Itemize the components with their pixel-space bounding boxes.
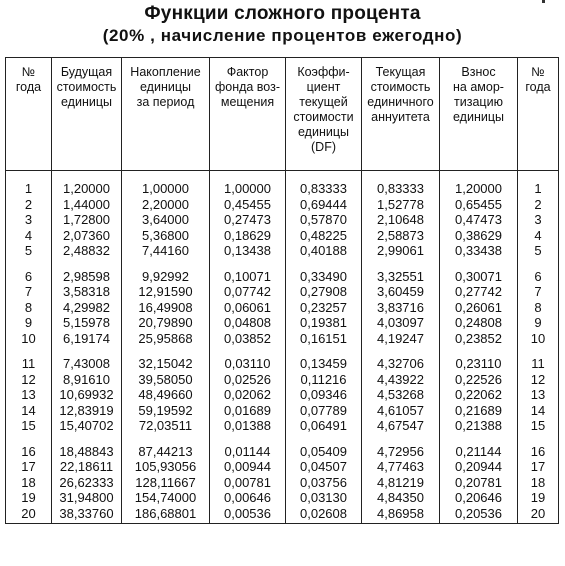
cell-sinking-fund: 0,45455 [210,197,286,213]
header-line: мещения [220,95,275,109]
cell-accumulation: 87,44213 [122,434,210,460]
header-line: единицы [61,95,112,109]
cell-sinking-fund: 0,04808 [210,315,286,331]
cell-amortization: 0,23110 [440,346,518,372]
cell-future-value: 8,91610 [52,372,122,388]
cell-annuity-pv: 3,83716 [362,300,440,316]
header-line: стоимости [293,110,354,124]
header-line: единичного [367,95,434,109]
header-sinking-fund [210,58,286,171]
cell-year: 6 [6,259,52,285]
table-row [6,490,559,506]
table-body [6,171,559,524]
cell-sinking-fund: 0,27473 [210,212,286,228]
table-row [6,300,559,316]
cell-amortization: 0,20944 [440,459,518,475]
cell-future-value: 15,40702 [52,418,122,434]
cell-present-value: 0,23257 [286,300,362,316]
table-row [6,506,559,524]
cell-annuity-pv: 2,10648 [362,212,440,228]
cell-present-value: 0,02608 [286,506,362,524]
header-line: циент [306,80,341,94]
cell-year: 16 [6,434,52,460]
header-line: (DF) [311,140,336,154]
cell-year: 9 [6,315,52,331]
cell-future-value: 38,33760 [52,506,122,524]
cell-year-right: 7 [518,284,559,300]
header-year [6,58,52,171]
cell-amortization: 0,27742 [440,284,518,300]
cell-year-right: 15 [518,418,559,434]
cell-accumulation: 5,36800 [122,228,210,244]
header-line: текущей [299,95,348,109]
cell-annuity-pv: 3,32551 [362,259,440,285]
header-line: года [15,80,42,94]
table-row [6,418,559,434]
cell-year-right: 17 [518,459,559,475]
cell-present-value: 0,19381 [286,315,362,331]
cell-present-value: 0,04507 [286,459,362,475]
table-row [6,434,559,460]
header-year-right [518,58,559,171]
cell-amortization: 0,30071 [440,259,518,285]
header-line: Фактор [226,65,269,79]
cell-amortization: 0,22526 [440,372,518,388]
cell-amortization: 0,20536 [440,506,518,524]
cell-future-value: 2,48832 [52,243,122,259]
header-line: Коэффи- [297,65,350,79]
cell-present-value: 0,09346 [286,387,362,403]
table-row [6,475,559,491]
cell-accumulation: 128,11667 [122,475,210,491]
corner-mark [542,0,545,3]
table-header-row [6,58,559,171]
cell-year-right: 18 [518,475,559,491]
cell-amortization: 0,33438 [440,243,518,259]
cell-year-right: 11 [518,346,559,372]
table-row [6,372,559,388]
cell-year: 4 [6,228,52,244]
cell-annuity-pv: 4,67547 [362,418,440,434]
cell-amortization: 0,65455 [440,197,518,213]
cell-year-right: 19 [518,490,559,506]
cell-future-value: 1,44000 [52,197,122,213]
cell-present-value: 0,05409 [286,434,362,460]
cell-accumulation: 105,93056 [122,459,210,475]
cell-future-value: 26,62333 [52,475,122,491]
cell-accumulation: 20,79890 [122,315,210,331]
header-line: за период [136,95,195,109]
cell-accumulation: 59,19592 [122,403,210,419]
cell-year: 5 [6,243,52,259]
cell-present-value: 0,57870 [286,212,362,228]
cell-accumulation: 72,03511 [122,418,210,434]
cell-year: 1 [6,171,52,197]
header-line: стоимость [370,80,431,94]
page-subtitle: (20% , начисление процентов ежегодно) [102,26,463,45]
cell-amortization: 0,26061 [440,300,518,316]
cell-future-value: 5,15978 [52,315,122,331]
cell-annuity-pv: 1,52778 [362,197,440,213]
header-line: аннуитета [371,110,430,124]
cell-present-value: 0,13459 [286,346,362,372]
cell-sinking-fund: 0,01689 [210,403,286,419]
header-annuity-present-value [362,58,440,171]
cell-future-value: 10,69932 [52,387,122,403]
cell-year-right: 10 [518,331,559,347]
cell-year: 2 [6,197,52,213]
cell-year: 10 [6,331,52,347]
cell-amortization: 0,21144 [440,434,518,460]
cell-future-value: 12,83919 [52,403,122,419]
header-line: Будущая [60,65,113,79]
cell-year-right: 20 [518,506,559,524]
cell-amortization: 0,21689 [440,403,518,419]
cell-present-value: 0,11216 [286,372,362,388]
cell-year: 13 [6,387,52,403]
cell-present-value: 0,06491 [286,418,362,434]
cell-future-value: 2,98598 [52,259,122,285]
cell-amortization: 0,21388 [440,418,518,434]
header-line: Взнос [461,65,496,79]
cell-year: 14 [6,403,52,419]
cell-amortization: 0,22062 [440,387,518,403]
cell-year: 7 [6,284,52,300]
cell-sinking-fund: 0,01144 [210,434,286,460]
cell-annuity-pv: 4,53268 [362,387,440,403]
cell-year: 17 [6,459,52,475]
cell-present-value: 0,33490 [286,259,362,285]
cell-present-value: 0,48225 [286,228,362,244]
cell-sinking-fund: 0,07742 [210,284,286,300]
cell-accumulation: 154,74000 [122,490,210,506]
table-row [6,171,559,197]
cell-annuity-pv: 4,81219 [362,475,440,491]
cell-annuity-pv: 4,86958 [362,506,440,524]
cell-annuity-pv: 4,61057 [362,403,440,419]
cell-year-right: 4 [518,228,559,244]
header-line: единицы [453,110,504,124]
cell-year-right: 3 [518,212,559,228]
cell-year-right: 6 [518,259,559,285]
cell-future-value: 2,07360 [52,228,122,244]
cell-sinking-fund: 0,06061 [210,300,286,316]
header-line: Текущая [375,65,426,79]
cell-year: 11 [6,346,52,372]
cell-year-right: 1 [518,171,559,197]
cell-amortization: 0,23852 [440,331,518,347]
cell-amortization: 0,20781 [440,475,518,491]
header-line: № [531,65,545,79]
cell-accumulation: 186,68801 [122,506,210,524]
cell-year-right: 8 [518,300,559,316]
cell-year: 18 [6,475,52,491]
table-row [6,284,559,300]
cell-sinking-fund: 0,00646 [210,490,286,506]
header-line: года [525,80,551,94]
cell-future-value: 3,58318 [52,284,122,300]
header-line: единицы [140,80,191,94]
cell-accumulation: 9,92992 [122,259,210,285]
cell-sinking-fund: 0,18629 [210,228,286,244]
table-row [6,331,559,347]
cell-sinking-fund: 0,00944 [210,459,286,475]
cell-present-value: 0,16151 [286,331,362,347]
table-row [6,387,559,403]
cell-sinking-fund: 0,03110 [210,346,286,372]
cell-present-value: 0,69444 [286,197,362,213]
cell-year-right: 9 [518,315,559,331]
cell-year-right: 14 [518,403,559,419]
cell-year-right: 16 [518,434,559,460]
cell-future-value: 31,94800 [52,490,122,506]
cell-annuity-pv: 2,99061 [362,243,440,259]
cell-accumulation: 12,91590 [122,284,210,300]
cell-annuity-pv: 0,83333 [362,171,440,197]
cell-present-value: 0,03130 [286,490,362,506]
cell-year: 8 [6,300,52,316]
cell-annuity-pv: 4,32706 [362,346,440,372]
page-title: Функции сложного процента [144,3,421,24]
cell-amortization: 0,20646 [440,490,518,506]
cell-year-right: 13 [518,387,559,403]
table-row [6,212,559,228]
table-row [6,197,559,213]
cell-accumulation: 16,49908 [122,300,210,316]
cell-present-value: 0,03756 [286,475,362,491]
cell-sinking-fund: 0,00781 [210,475,286,491]
header-line: фонда воз- [214,80,281,94]
cell-accumulation: 25,95868 [122,331,210,347]
table-row [6,259,559,285]
header-line: Накопление [130,65,201,79]
cell-year: 12 [6,372,52,388]
cell-sinking-fund: 1,00000 [210,171,286,197]
compound-interest-table [5,57,559,524]
cell-amortization: 0,38629 [440,228,518,244]
cell-year: 20 [6,506,52,524]
cell-sinking-fund: 0,01388 [210,418,286,434]
cell-year: 19 [6,490,52,506]
cell-year-right: 5 [518,243,559,259]
header-line: № [21,65,36,79]
table-row [6,228,559,244]
cell-present-value: 0,07789 [286,403,362,419]
cell-future-value: 18,48843 [52,434,122,460]
cell-year: 15 [6,418,52,434]
header-present-value [286,58,362,171]
cell-sinking-fund: 0,13438 [210,243,286,259]
header-future-value [52,58,122,171]
cell-accumulation: 2,20000 [122,197,210,213]
cell-accumulation: 32,15042 [122,346,210,372]
header-line: единицы [298,125,349,139]
cell-sinking-fund: 0,00536 [210,506,286,524]
cell-future-value: 7,43008 [52,346,122,372]
cell-sinking-fund: 0,03852 [210,331,286,347]
cell-future-value: 22,18611 [52,459,122,475]
table-row [6,346,559,372]
cell-annuity-pv: 4,84350 [362,490,440,506]
cell-annuity-pv: 4,19247 [362,331,440,347]
cell-accumulation: 48,49660 [122,387,210,403]
cell-accumulation: 3,64000 [122,212,210,228]
cell-future-value: 4,29982 [52,300,122,316]
table-row [6,459,559,475]
cell-accumulation: 39,58050 [122,372,210,388]
cell-year-right: 2 [518,197,559,213]
table-row [6,403,559,419]
cell-present-value: 0,40188 [286,243,362,259]
table-row [6,315,559,331]
cell-accumulation: 1,00000 [122,171,210,197]
cell-annuity-pv: 4,03097 [362,315,440,331]
cell-year: 3 [6,212,52,228]
cell-sinking-fund: 0,02062 [210,387,286,403]
cell-accumulation: 7,44160 [122,243,210,259]
header-line: стоимость [56,80,117,94]
cell-sinking-fund: 0,10071 [210,259,286,285]
cell-annuity-pv: 4,43922 [362,372,440,388]
header-line: на амор- [453,80,504,94]
cell-present-value: 0,27908 [286,284,362,300]
header-accumulation [122,58,210,171]
cell-amortization: 1,20000 [440,171,518,197]
cell-annuity-pv: 4,72956 [362,434,440,460]
cell-future-value: 6,19174 [52,331,122,347]
table-row [6,243,559,259]
cell-amortization: 0,24808 [440,315,518,331]
cell-amortization: 0,47473 [440,212,518,228]
cell-annuity-pv: 3,60459 [362,284,440,300]
cell-present-value: 0,83333 [286,171,362,197]
header-line: тизацию [454,95,503,109]
cell-future-value: 1,20000 [52,171,122,197]
cell-year-right: 12 [518,372,559,388]
cell-future-value: 1,72800 [52,212,122,228]
cell-annuity-pv: 4,77463 [362,459,440,475]
cell-sinking-fund: 0,02526 [210,372,286,388]
cell-annuity-pv: 2,58873 [362,228,440,244]
header-amortization [440,58,518,171]
